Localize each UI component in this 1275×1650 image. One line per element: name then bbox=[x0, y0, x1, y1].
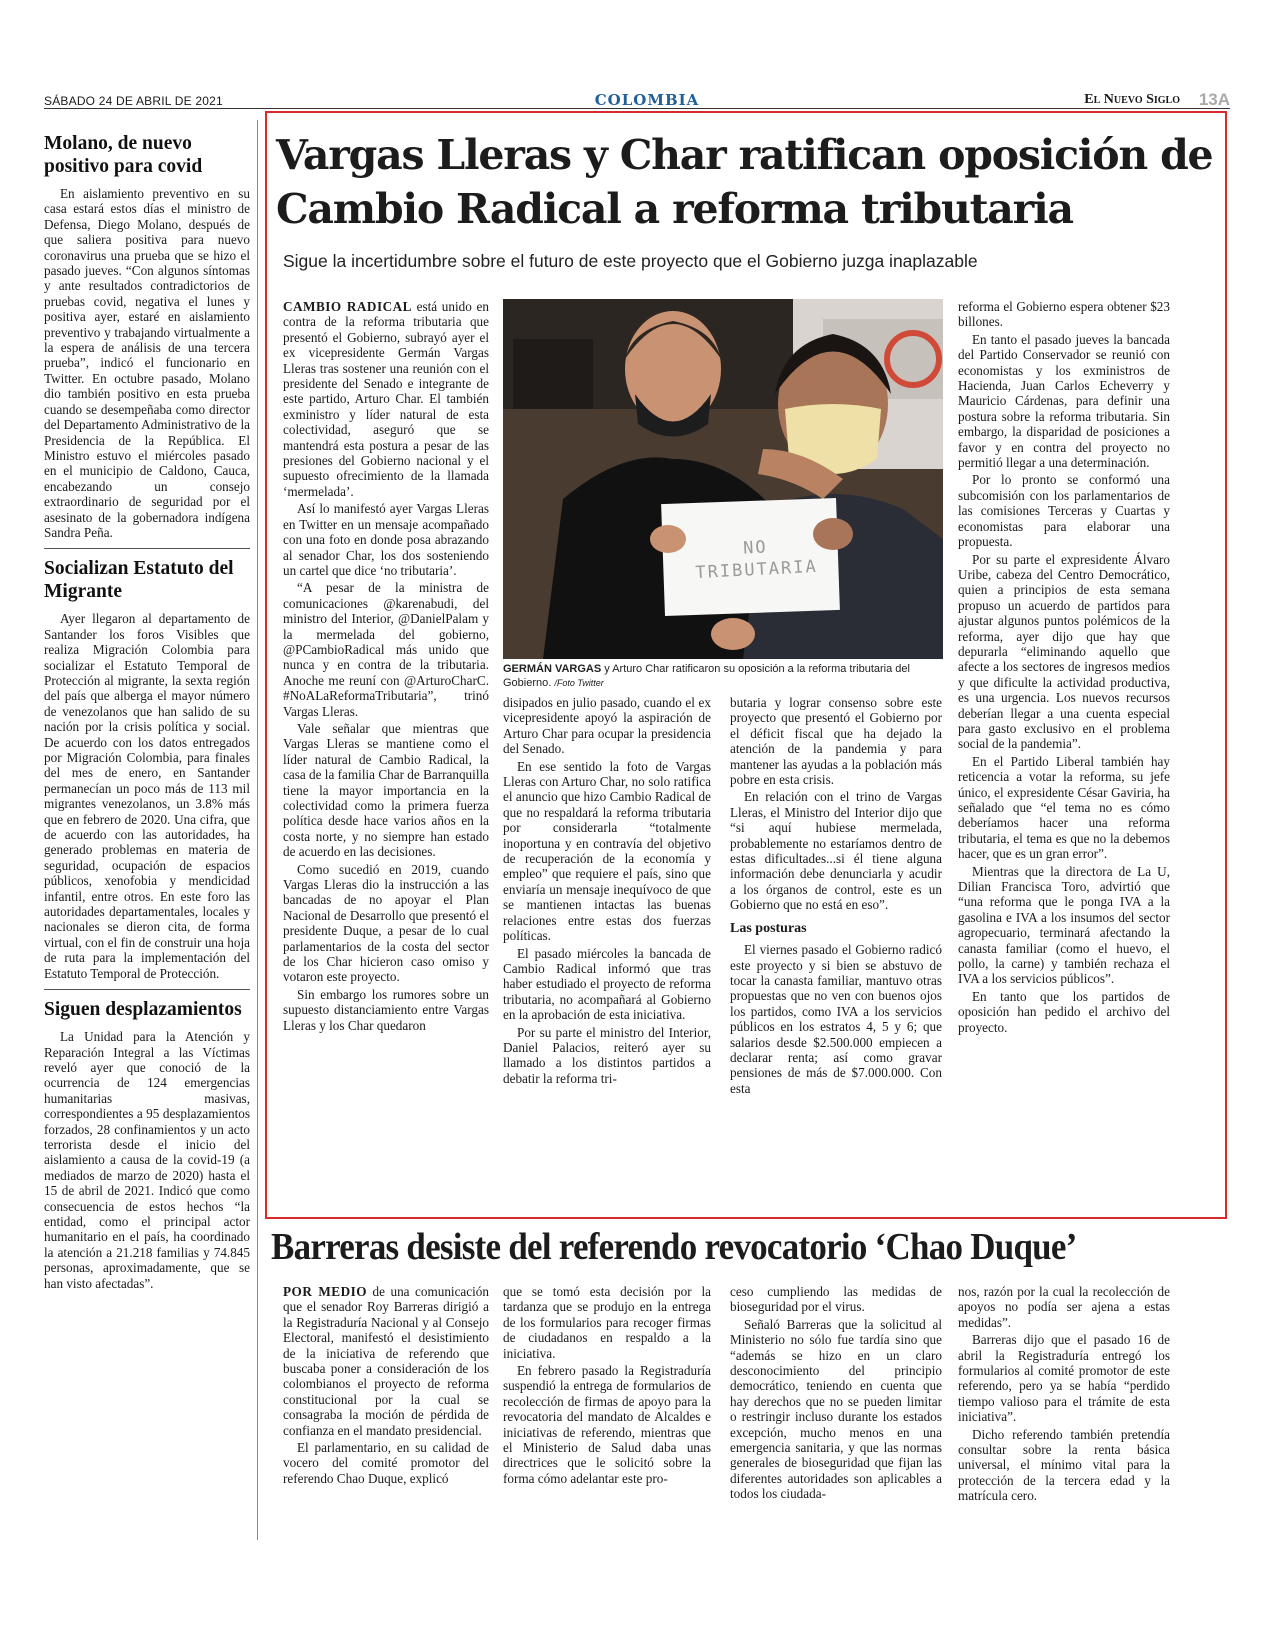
article-subtitle: Sigue la incertidumbre sobre el futuro de este proyecto que el Gobierno juzga inaplazable bbox=[283, 251, 978, 271]
paragraph-text: está unido en contra de la reforma tributaria que presentó el Gobierno, subrayó ayer el ex vicepresidente Germán Vargas Lleras tras sostener una reunión con el presidente del Senado e integrante de este partido, Arturo Char. El también exministro y líder natural de esta colectividad, aseguró que se mantendrá esta postura a pesar de las presiones del Gobierno nacional y el supuesto ofrecimiento de la llamada ‘mermelada’. bbox=[283, 299, 489, 499]
paragraph: Mientras que la directora de La U, Dilian Francisca Toro, advirtió que “una reforma que le ponga IVA a la gasolina e IVA a los insumos del sector agropecuario, terminará afectando la canasta familiar (como el huevo, el pollo, la carne) y también rechaza el IVA a los servicios públicos”. bbox=[958, 863, 1170, 987]
section-subhead: Las posturas bbox=[730, 920, 807, 936]
paragraph: “A pesar de la ministra de comunicaciones @karenabudi, del ministro del Interior, @DanielPalam y la mermelada del gobierno, @PCambioRadical más unido que nunca y en contra de la tributaria. Anoche me reuní con @ArturoCharC. #NoALaReformaTributaria”, trinó Vargas Lleras. bbox=[283, 580, 489, 719]
paragraph: Señaló Barreras que la solicitud al Ministerio no sólo fue tardía sino que “además se hizo en un claro desconocimiento del principio democrático, teniendo en cuenta que hay derechos que no se pueden limitar o restringir incluso durante los estados excepción, mucho menos en una emergencia sanitaria, y que las normas generales de bioseguridad que fijan las diferentes autoridades son aplicables a todos los ciudada- bbox=[730, 1316, 942, 1502]
brief-divider bbox=[44, 548, 250, 549]
paragraph: Vale señalar que mientras que Vargas Lleras se mantiene como el líder natural de Cambio Radical, la casa de la familia Char de Barranquilla tiene la mayor importancia en la colectividad como la primera fuerza política desde hace varios años en la costa norte, y no siempre han estado de acuerdo en las decisiones. bbox=[283, 720, 489, 860]
paragraph: Barreras dijo que el pasado 16 de abril la Registraduría entregó los formularios al comité promotor de este referendo, pero ya se había “perdido tiempo valioso para el trámite de esta iniciativa”. bbox=[958, 1332, 1170, 1425]
paragraph: Como sucedió en 2019, cuando Vargas Lleras dio la instrucción a las bancadas de no apoyar el Plan Nacional de Desarrollo que presentó el presidente Duque, a pesar de lo cual parlamentarios de la costa del sector de los Char hicieron caso omiso y votaron este proyecto. bbox=[283, 861, 489, 985]
paragraph: ceso cumpliendo las medidas de bioseguridad por el virus. bbox=[730, 1284, 942, 1315]
brief-text: La Unidad para la Atención y Reparación Integral a las Víctimas reveló ayer que conoció de la ocurrencia de 124 emergencias humanitarias masivas, correspondientes a 95 desplazamientos forzados, 28 confinamientos y un acto terrorista desde el inicio del aislamiento a causa de la covid-19 (a mediados de marzo de 2020) hasta el 15 de abril de 2021. Indicó que como consecuencia de estos hechos “la entidad, como el principal actor humanitario en el país, ha coordinado la atención a 21.218 familias y 74.845 personas, aproximadamente, que se han visto afectadas”. bbox=[44, 1029, 250, 1291]
photo-credit: /Foto Twitter bbox=[554, 678, 604, 688]
caption-lead: GERMÁN VARGAS bbox=[503, 663, 602, 675]
paragraph: En el Partido Liberal también hay reticencia a votar la reforma, su jefe único, el expresidente César Gaviria, ha señalado que “el tema no es cómo deberíamos hacer una reforma tributaria, el tema es que no la debemos hacer, que es un gran error”. bbox=[958, 753, 1170, 862]
paragraph: nos, razón por la cual la recolección de apoyos no podía ser ajena a estas medidas”. bbox=[958, 1284, 1170, 1330]
brief-title: Socializan Estatuto del Migrante bbox=[44, 558, 234, 603]
paragraph: El pasado miércoles la bancada de Cambio Radical informó que tras haber estudiado el proyecto de reforma tributaria, no acompañará al Gobierno en la aprobación de esta iniciativa. bbox=[503, 945, 711, 1023]
brief-text: Ayer llegaron al departamento de Santander los foros Visibles que realiza Migración Colombia para socializar el Estatuto Temporal de Protección al migrante, la sexta región del país que alberga el mayor número de venezolanos que han salido de su nación por la crisis política y social. De acuerdo con los datos entregados por Migración Colombia, para finales del mes de enero, en Santander permanecían un poco más de 113 mil migrantes venezolanos, un 3.8% más que en febrero de 2020. Una cifra, que de acuerdo con las autoridades, ha generado problemas en materia de seguridad, ocupación de espacios públicos, xenofobia y mendicidad infantil, entre otros. En este foro las autoridades departamentales, locales y nacionales se dieron cita, de forma virtual, con el fin de construir una hoja de ruta para la implementación del Estatuto Temporal de Protección. bbox=[44, 611, 250, 981]
caption-text: y Arturo Char ratificaron su oposición a la reforma tributaria del Gobierno. bbox=[503, 663, 910, 689]
paragraph: Así lo manifestó ayer Vargas Lleras en Twitter en un mensaje acompañado con una foto en donde posa abrazando al senador Char, los dos sosteniendo un cartel que dice ‘no tributaria’. bbox=[283, 501, 489, 578]
paragraph: Sin embargo los rumores sobre un supuesto distanciamiento entre Vargas Lleras y los Char quedaron bbox=[283, 986, 489, 1033]
photo-caption bbox=[503, 662, 943, 690]
paragraph: butaria y lograr consenso sobre este proyecto que presentó el Gobierno por el déficit fiscal que ha dejado la atención de la pandemia y para mantener las ayudas a la población más pobre en esta crisis. bbox=[730, 695, 942, 788]
page-number: 13A bbox=[1198, 90, 1230, 109]
second-column-3 bbox=[730, 1284, 942, 1504]
lead-in: POR MEDIO bbox=[283, 1284, 368, 1299]
newspaper-name: El Nuevo Siglo bbox=[1084, 92, 1180, 107]
article-column-4 bbox=[958, 299, 1170, 1037]
paragraph: En ese sentido la foto de Vargas Lleras con Arturo Char, no solo ratifica el anuncio que hizo Cambio Radical de que no respaldará la reforma tributaria por considerarla “totalmente inoportuna y en contravía del objetivo de recuperación de la economía y empleo” que requiere el país, sino que enviaría un mensaje inequívoco de que se mantienen intactas las buenas relaciones entre estas dos fuerzas políticas. bbox=[503, 758, 711, 944]
brief-text: En aislamiento preventivo en su casa estará estos días el ministro de Defensa, Diego Molano, después de que saliera positiva para nuevo coronavirus una prueba que se hizo el pasado jueves. “Con algunos síntomas y ante resultados contradictorios de pruebas covid, negativa el lunes y positiva ayer, estaré en aislamiento preventivo y trabajando virtualmente a la espera de análisis de una tercera prueba”, indicó el funcionario en Twitter. En octubre pasado, Molano dio también positivo en esta prueba cuando se desempeñaba como director del Departamento Administrativo de la Presidencia de la República. El Ministro estuvo el miércoles pasado en el municipio de Caldono, Cauca, encabezando un consejo extraordinario de seguridad por el asesinato de la gobernadora indígena Sandra Peña. bbox=[44, 186, 250, 540]
paragraph: Dicho referendo también pretendía consultar sobre la renta básica universal, el mínimo vital para la protección de la tercera edad y la matrícula cero. bbox=[958, 1426, 1170, 1504]
second-column-4 bbox=[958, 1284, 1170, 1506]
paragraph: El parlamentario, en su calidad de vocero del comité promotor del referendo Chao Duque, explicó bbox=[283, 1440, 489, 1486]
lead-in: CAMBIO RADICAL bbox=[283, 299, 412, 314]
second-column-2 bbox=[503, 1284, 711, 1488]
paragraph-text: de una comunicación que el senador Roy Barreras dirigió a la Registraduría Nacional y al Consejo Electoral, manifestó el desistimiento de la iniciativa de referendo que buscaba poner a consideración de los colombianos el proyecto de reforma constitucional por la cual se consagraba la moción de pérdida de confianza en el mandato presidencial. bbox=[283, 1284, 489, 1438]
issue-date: SÁBADO 24 DE ABRIL DE 2021 bbox=[44, 94, 223, 108]
paragraph: Por lo pronto se conformó una subcomisión con los parlamentarios de las comisiones Terceras y Cuartas y economistas para elaborar una propuesta. bbox=[958, 472, 1170, 550]
article-column-1 bbox=[283, 299, 489, 1035]
paragraph: Por su parte el ministro del Interior, Daniel Palacios, reiteró ayer su llamado a los distintos partidos a debatir la reforma tri- bbox=[503, 1024, 711, 1086]
second-column-1 bbox=[283, 1284, 489, 1488]
photo-illustration bbox=[503, 299, 943, 659]
brief-title: Siguen desplazamientos bbox=[44, 999, 242, 1021]
paragraph: En tanto que los partidos de oposición han pedido el archivo del proyecto. bbox=[958, 988, 1170, 1035]
paragraph: que se tomó esta decisión por la tardanza que se produjo en la entrega de los formularios para recoger firmas de ciudadanos en respaldo a la iniciativa. bbox=[503, 1284, 711, 1361]
article-photo bbox=[503, 299, 943, 659]
paragraph: disipados en julio pasado, cuando el ex vicepresidente apoyó la aspiración de Arturo Char para ocupar la presidencia del Senado. bbox=[503, 695, 711, 757]
article-column-2 bbox=[503, 695, 711, 1088]
article-column-3 bbox=[730, 695, 942, 1098]
paragraph: Por su parte el expresidente Álvaro Uribe, cabeza del Centro Democrático, quien a principios de esta semana propuso un acuerdo de partidos para ajustar algunos puntos polémicos de la reforma, ayer dijo que hay que depurarla “eliminando aquello que afecte a los sectores de ingresos medios y que dificulte la actividad productiva, es una urgencia. Los nuevos recursos deberían llegar a una cuenta especial para gasto exclusivo en el problema social de la pandemia”. bbox=[958, 551, 1170, 752]
paragraph bbox=[283, 299, 489, 499]
paragraph: En tanto el pasado jueves la bancada del Partido Conservador se reunió con economistas y los exministros de Hacienda, Juan Carlos Echeverry y Mauricio Cárdenas, para definir una postura sobre la reforma tributaria. Sin embargo, la disparidad de posiciones a favor y en contra del proyecto no permitió llegar a una determinación. bbox=[958, 331, 1170, 471]
second-headline: Barreras desiste del referendo revocatorio ‘Chao Duque’ bbox=[271, 1226, 1077, 1268]
article-headline: Vargas Lleras y Char ratifican oposición de Cambio Radical a reforma tributaria bbox=[276, 131, 1213, 233]
column-divider bbox=[257, 120, 258, 1540]
section-name: COLOMBIA bbox=[594, 91, 700, 109]
brief-title: Molano, de nuevo positivo para covid bbox=[44, 133, 203, 177]
sign-text: NO TRIBUTARIA bbox=[694, 537, 819, 584]
paragraph: reforma el Gobierno espera obtener $23 billones. bbox=[958, 299, 1170, 330]
header-rule bbox=[44, 108, 1230, 109]
paragraph: En febrero pasado la Registraduría suspendió la entrega de formularios de recolección de firmas de apoyo para la revocatoria del mandato de Alcaldes e iniciativas de referendo, mientras que el Ministerio de Salud daba unas directrices que le solicitó sobre la forma cómo adelantar este pro- bbox=[503, 1363, 711, 1486]
paragraph: En relación con el trino de Vargas Lleras, el Ministro del Interior dijo que “si aquí hubiese mermelada, probablemente no estaríamos dentro de estas dificultades...si él tiene alguna información debe denunciarla y acudir a los órganos de control, este es un Gobierno que no está en eso”. bbox=[730, 789, 942, 913]
paragraph bbox=[283, 1284, 489, 1438]
brief-divider bbox=[44, 989, 250, 990]
paragraph: El viernes pasado el Gobierno radicó este proyecto y si bien se abstuvo de tocar la canasta familiar, mantuvo otras propuestas que no ven con buenos ojos los partidos, como IVA a los servicios públicos en los estratos 4, 5 y 6; que salarios desde $2.500.000 empiecen a declarar renta; así como gravar pensiones de más de $7.000.000. Con esta bbox=[730, 942, 942, 1096]
briefs-column bbox=[44, 132, 250, 1299]
